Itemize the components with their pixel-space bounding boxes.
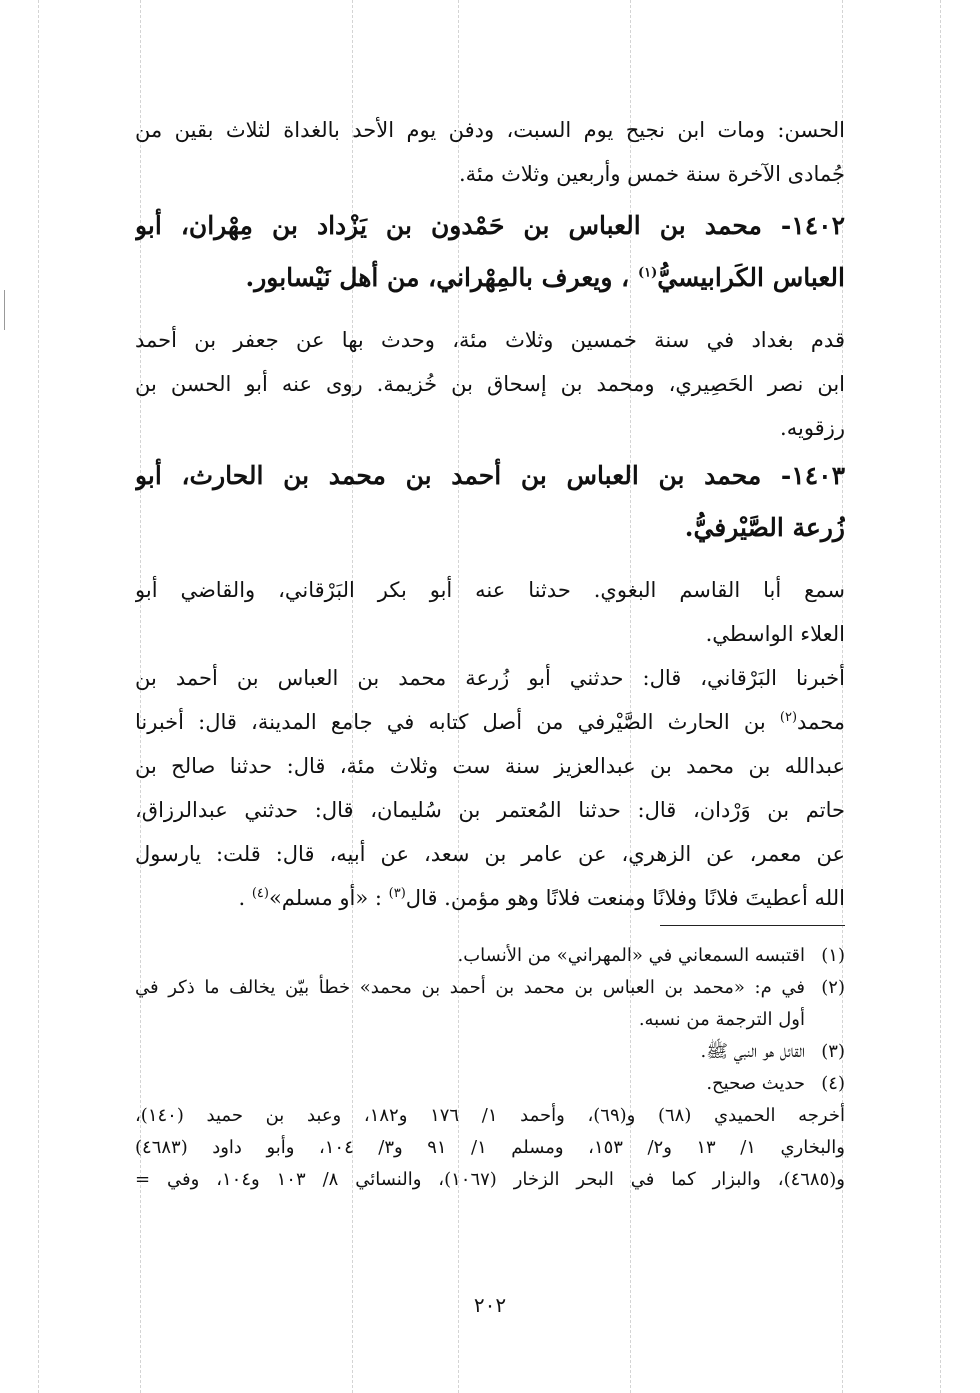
text-span: . — [238, 886, 252, 910]
paragraph-entry-1402 — [135, 318, 845, 450]
footnote-text — [135, 972, 805, 1036]
text-span: محمد — [797, 710, 845, 734]
footnote-2 — [135, 972, 845, 1036]
scan-artifact-line — [38, 0, 39, 1393]
heading-line: زُرعة الصَّيْرفيُّ. — [684, 513, 845, 542]
footnote-number: (٤) — [821, 1073, 845, 1094]
footnote-marker: (١) — [637, 265, 658, 281]
text-line: أخبرنا البَرْقاني، قال: حدثني أبو زُرعة محمد بن العباس بن أحمد بن — [135, 666, 845, 690]
footnote-1 — [135, 940, 845, 972]
text-line: عن معمر، عن الزهري، عن عامر بن سعد، عن أبيه، قال: قلت: يارسول — [135, 842, 845, 866]
heading-line — [135, 252, 845, 304]
footnote-line: أول الترجمة من نسبه. — [638, 1009, 805, 1030]
text-line: عبدالله بن محمد بن عبدالعزيز سنة ست وثلاث مئة، قال: حدثنا صالح بن — [135, 754, 845, 778]
paragraph-entry-1403 — [135, 568, 845, 656]
footnote-4-continuation — [135, 1100, 845, 1196]
text-line — [135, 876, 845, 920]
footnote-number: (١) — [821, 945, 845, 966]
footnote-marker: (٤) — [251, 886, 269, 901]
text-line: حاتم بن وَرْدان، قال: حدثنا المُعتمر بن سُليمان، قال: حدثني عبدالرزاق، — [135, 798, 845, 822]
text-line: ابن نصر الحَصِيري، ومحمد بن إسحاق بن خُزيمة. روى عنه أبو الحسن بن — [135, 372, 845, 396]
text-span: الله أعطيتَ فلانًا وفلانًا ومنعت فلانًا وهو مؤمن. قال — [405, 886, 845, 910]
heading-line: ١٤٠٢- محمد بن العباس بن حَمْدون بن يَزْداد بن مِهْران، أبو — [135, 211, 845, 240]
footnote-number: (٢) — [821, 977, 845, 998]
heading-text: ، ويعرف بالمِهْراني، من أهل نَيْسابور. — [245, 263, 638, 292]
footnote-number: (٣) — [821, 1041, 845, 1062]
text-span: : «أو مسلم» — [268, 886, 389, 910]
footnote-separator — [660, 925, 845, 926]
text-line: سمع أبا القاسم البغوي. حدثنا عنه أبو بكر البَرْقاني، والقاضي أبو — [135, 578, 845, 602]
scan-artifact-line — [940, 0, 941, 1393]
footnote-text: حديث صحيح. — [706, 1073, 805, 1094]
text-line: جُمادى الآخرة سنة خمس وأربعين وثلاث مئة. — [458, 162, 845, 186]
scan-edge-mark — [4, 290, 5, 330]
text-line: قدم بغداد في سنة خمسين وثلاث مئة، وحدث بها عن جعفر بن أحمد — [135, 328, 845, 352]
text-line: العلاء الواسطي. — [705, 622, 845, 646]
text-line — [135, 700, 845, 744]
footnote-line: أخرجه الحميدي (٦٨) و(٦٩)، وأحمد ١/ ١٧٦ و١٨٢، وعبد بن حميد (١٤٠)، — [135, 1105, 845, 1126]
footnote-line: و(٤٦٨٥)، والبزار كما في البحر الزخار (١٠٦٧)، والنسائي ٨/ ١٠٣ و١٠٤، وفي = — [135, 1169, 845, 1190]
heading-line: ١٤٠٣- محمد بن العباس بن أحمد بن محمد بن الحارث، أبو — [135, 461, 845, 490]
entry-heading-1403 — [135, 450, 845, 554]
text-line: الحسن: ومات ابن نجيح يوم السبت، ودفن يوم الأحد بالغداة لثلاث بقين من — [135, 118, 845, 142]
footnotes — [135, 940, 845, 1196]
footnote-3 — [135, 1036, 845, 1068]
page-number: ٢٠٢ — [473, 1293, 507, 1317]
footnote-marker: (٣) — [388, 886, 406, 901]
footnote-text: القائل هو النبي ﷺ. — [700, 1041, 805, 1062]
footnote-line: في م: «محمد بن العباس بن محمد بن أحمد بن محمد» خطأ بيّن يخالف ما ذكر في — [135, 977, 805, 998]
text-span: بن الحارث الصَّيْرفي من أصل كتابه في جامع المدينة، قال: أخبرنا — [135, 710, 780, 734]
paragraph-death-note — [135, 108, 845, 196]
entry-heading-1402 — [135, 200, 845, 304]
footnote-4 — [135, 1068, 845, 1100]
text-line: رزقويه. — [780, 416, 845, 440]
footnote-text: اقتبسه السمعاني في «المهراني» من الأنساب. — [457, 945, 805, 966]
footnote-line: والبخاري ١/ ١٣ و٢/ ١٥٣، ومسلم ١/ ٩١ و٣/ ١٠٤، وأبو داود (٤٦٨٣) — [135, 1137, 845, 1158]
paragraph-hadith — [135, 656, 845, 920]
heading-text: العباس الكَرابيسيُّ — [657, 263, 845, 292]
footnote-marker: (٢) — [779, 710, 798, 725]
